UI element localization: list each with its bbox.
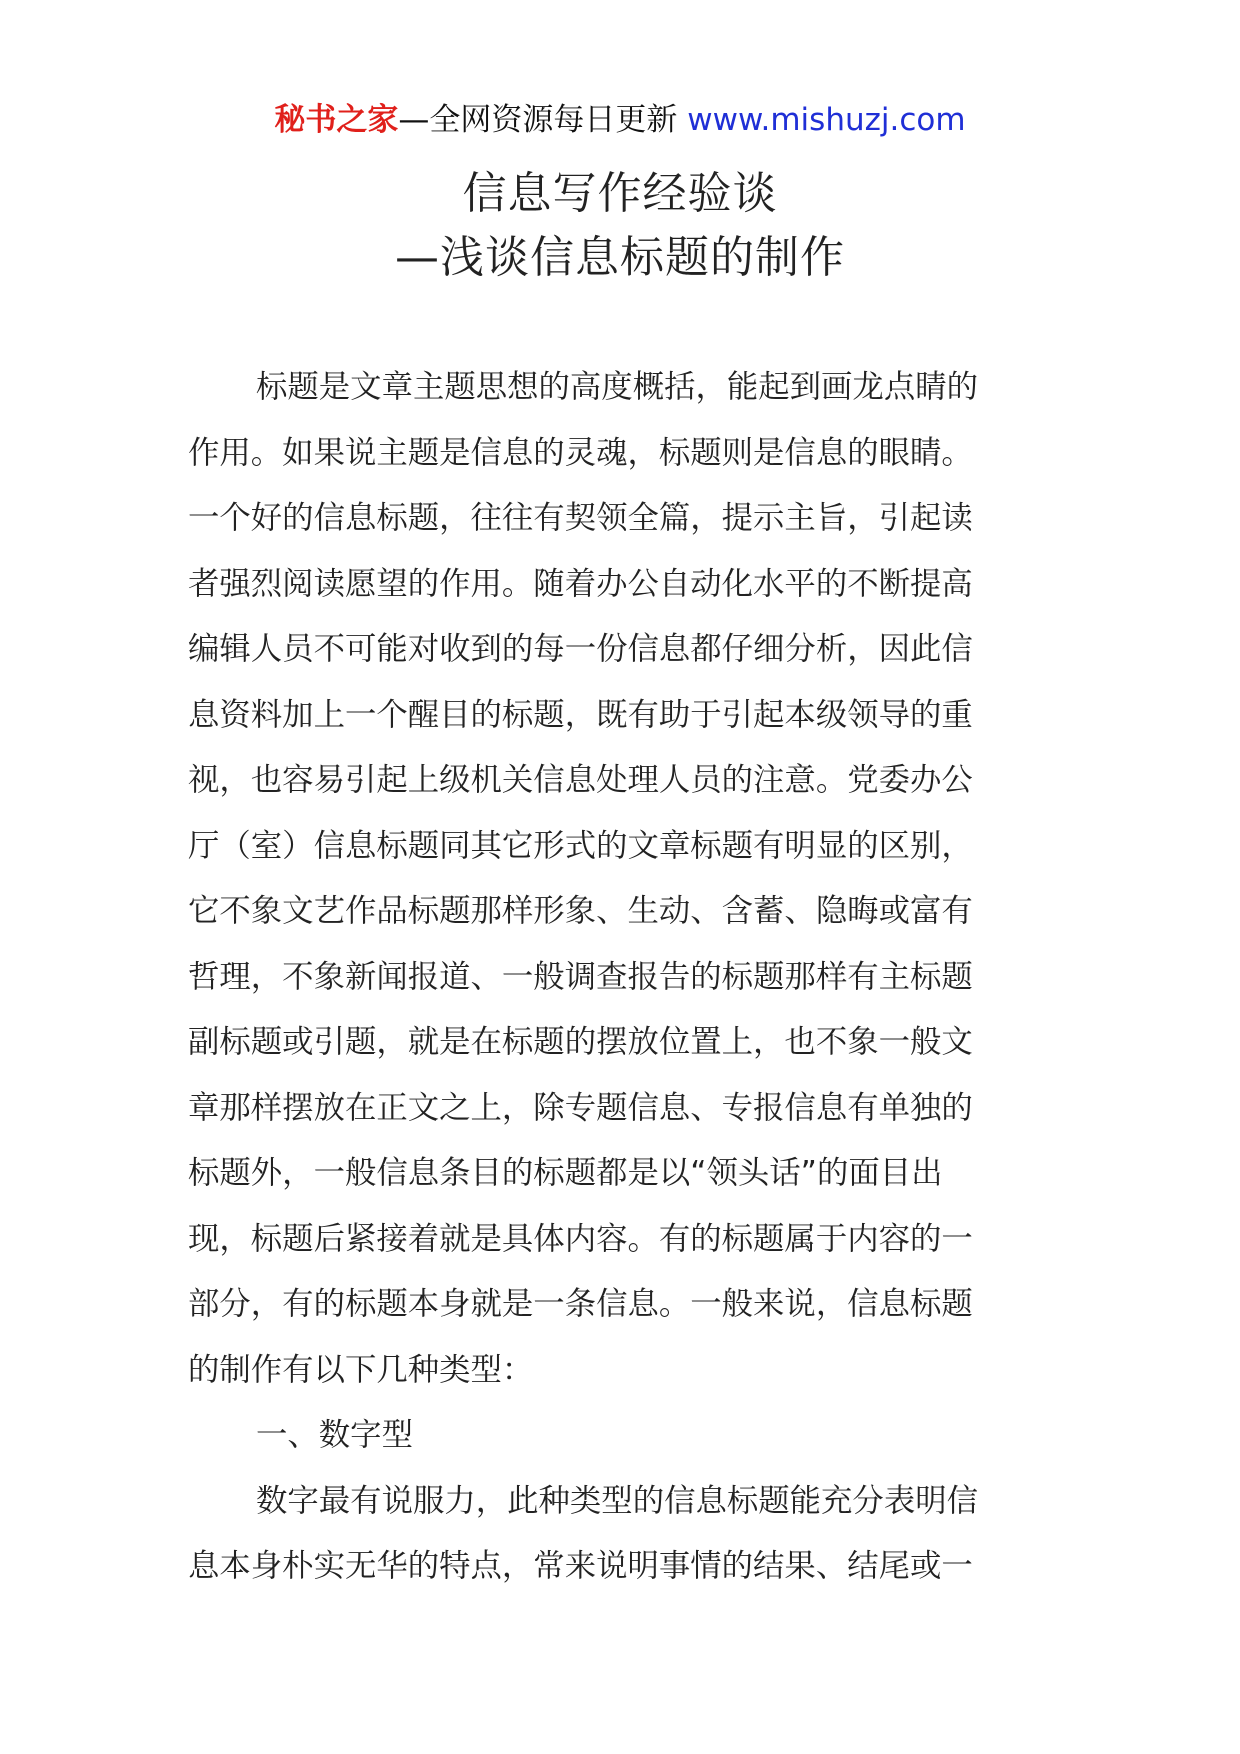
body-line: 现，标题后紧接着就是具体内容。有的标题属于内容的一 (188, 1220, 973, 1257)
body-line: 章那样摆放在正文之上，除专题信息、专报信息有单独的 (188, 1089, 973, 1126)
body-line: 哲理，不象新闻报道、一般调查报告的标题那样有主标题 (188, 958, 973, 995)
body-line: 它不象文艺作品标题那样形象、生动、含蓄、隐晦或富有 (188, 893, 973, 929)
body-line: 息资料加上一个醒目的标题，既有助于引起本级领导的重 (188, 696, 973, 733)
body-line: 作用。如果说主题是信息的灵魂，标题则是信息的眼睛。 (188, 434, 973, 471)
site-url-link[interactable]: www.mishuzj.com (687, 102, 966, 138)
document-title (0, 162, 1240, 290)
brand-name: 秘书之家 (274, 102, 399, 138)
site-header (0, 100, 1240, 140)
section-heading: 一、数字型 (256, 1417, 413, 1453)
body-line: 数字最有说服力，此种类型的信息标题能充分表明信 (256, 1482, 978, 1519)
body-line: 息本身朴实无华的特点，常来说明事情的结果、结尾或一 (188, 1548, 973, 1584)
body-line: 的制作有以下几种类型： (188, 1351, 534, 1388)
body-line: 标题外，一般信息条目的标题都是以“领头话”的面目出 (188, 1155, 943, 1191)
body-line: 视，也容易引起上级机关信息处理人员的注意。党委办公 (188, 762, 973, 798)
body-line: 副标题或引题，就是在标题的摆放位置上，也不象一般文 (188, 1024, 973, 1060)
site-slogan: —全网资源每日更新 (398, 102, 688, 138)
title-subtitle: —浅谈信息标题的制作 (395, 232, 845, 283)
body-line: 标题是文章主题思想的高度概括，能起到画龙点睛的 (256, 369, 978, 405)
body-line: 厅（室）信息标题同其它形式的文章标题有明显的区别， (188, 827, 973, 864)
body-line: 一个好的信息标题，往往有契领全篇，提示主旨，引起读 (188, 500, 973, 536)
document-body (188, 355, 1052, 1600)
body-line: 编辑人员不可能对收到的每一份信息都仔细分析，因此信 (188, 631, 973, 667)
body-line: 部分，有的标题本身就是一条信息。一般来说，信息标题 (188, 1286, 973, 1322)
title-main: 信息写作经验谈 (462, 168, 778, 219)
body-line: 者强烈阅读愿望的作用。随着办公自动化水平的不断提高 (188, 565, 973, 602)
